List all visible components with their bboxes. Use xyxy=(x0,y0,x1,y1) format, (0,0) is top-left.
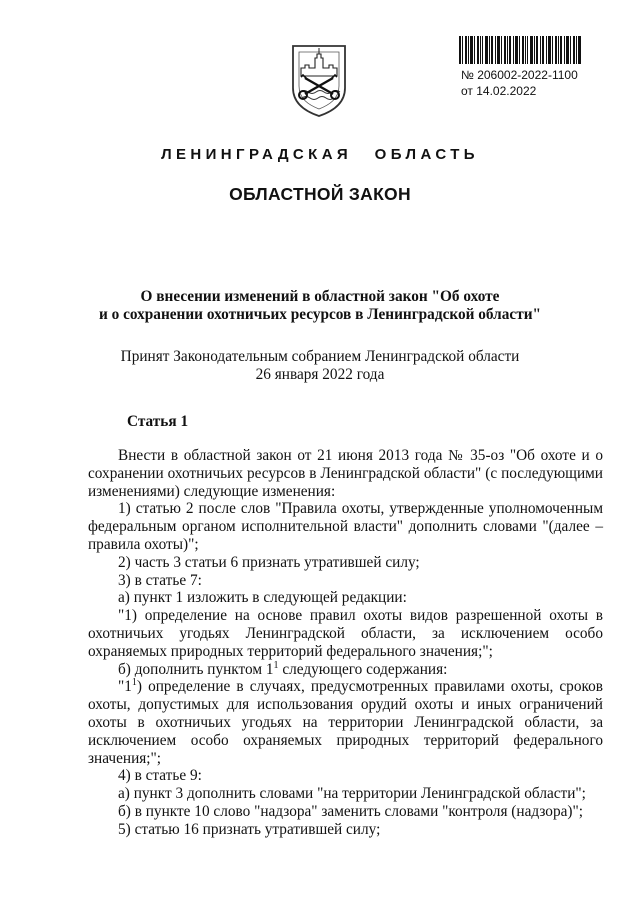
region-heading: ЛЕНИНГРАДСКАЯ ОБЛАСТЬ xyxy=(161,146,479,163)
adoption-date: 26 января 2022 года xyxy=(255,365,385,383)
barcode xyxy=(459,36,581,64)
paragraph-item-2: 2) часть 3 статьи 6 признать утратившей силу; xyxy=(118,553,420,571)
law-title-line-1: О внесении изменений в областной закон "Об охоте xyxy=(140,288,500,305)
law-title-line-2: и о сохранении охотничьих ресурсов в Ленинградской области" xyxy=(98,305,542,323)
law-type-heading: ОБЛАСТНОЙ ЗАКОН xyxy=(229,184,411,204)
article-body xyxy=(88,447,603,839)
text-fragment: "1 xyxy=(118,678,132,696)
paragraph-item-3b xyxy=(88,661,603,679)
text-fragment: следующего содержания: xyxy=(278,660,448,678)
paragraph-item-5: 5) статью 16 признать утратившей силу; xyxy=(118,820,381,838)
law-title xyxy=(60,288,580,324)
article-heading: Статья 1 xyxy=(127,413,189,430)
paragraph-item-4b: б) в пункте 10 слово "надзора" заменить словами "контроля (надзора)"; xyxy=(118,802,583,820)
adoption-note xyxy=(60,348,580,384)
paragraph-item-4a: а) пункт 3 дополнить словами "на территории Ленинградской области"; xyxy=(118,785,586,803)
doc-date: от 14.02.2022 xyxy=(461,84,537,98)
text-fragment: б) дополнить пунктом 1 xyxy=(118,660,274,678)
doc-number: № 206002-2022-1100 xyxy=(461,68,578,82)
superscript: 1 xyxy=(131,677,137,689)
paragraph-item-4: 4) в статье 9: xyxy=(118,767,202,785)
paragraph-item-1: 1) статью 2 после слов "Правила охоты, утвержденные уполномоченным федеральным органом исполнительной власти" дополнить словами "(далее – правила охоты)"; xyxy=(88,500,603,553)
paragraph-intro: Внести в областной закон от 21 июня 2013 года № 35-оз "Об охоте и о сохранении охотничьих ресурсов в Ленинградской области" (с последующими изменениями) следующие изменения: xyxy=(88,447,603,500)
paragraph-quote-1: "1) определение на основе правил охоты видов разрешенной охоты в охотничьих угодьях Ленинградской области, за исключением особо охраняемых природных территорий федерального значения;"; xyxy=(88,607,603,660)
coat-of-arms-icon xyxy=(289,42,349,118)
paragraph-item-3: 3) в статье 7: xyxy=(118,571,202,589)
paragraph-quote-1-1 xyxy=(88,678,603,767)
adoption-line-1: Принят Законодательным собранием Ленинградской области xyxy=(120,348,520,365)
superscript: 1 xyxy=(273,659,279,671)
text-fragment: ) определение в случаях, предусмотренных правилами охоты, сроков охоты, допустимых для использования орудий охоты и иных ограничений охоты в охотничьих угодьях на территории Ленинградской области, за исключением особо охраняемых природных территорий федерального значения;"; xyxy=(88,678,603,767)
paragraph-item-3a: а) пункт 1 изложить в следующей редакции: xyxy=(118,589,407,607)
registration-stamp xyxy=(461,67,578,99)
